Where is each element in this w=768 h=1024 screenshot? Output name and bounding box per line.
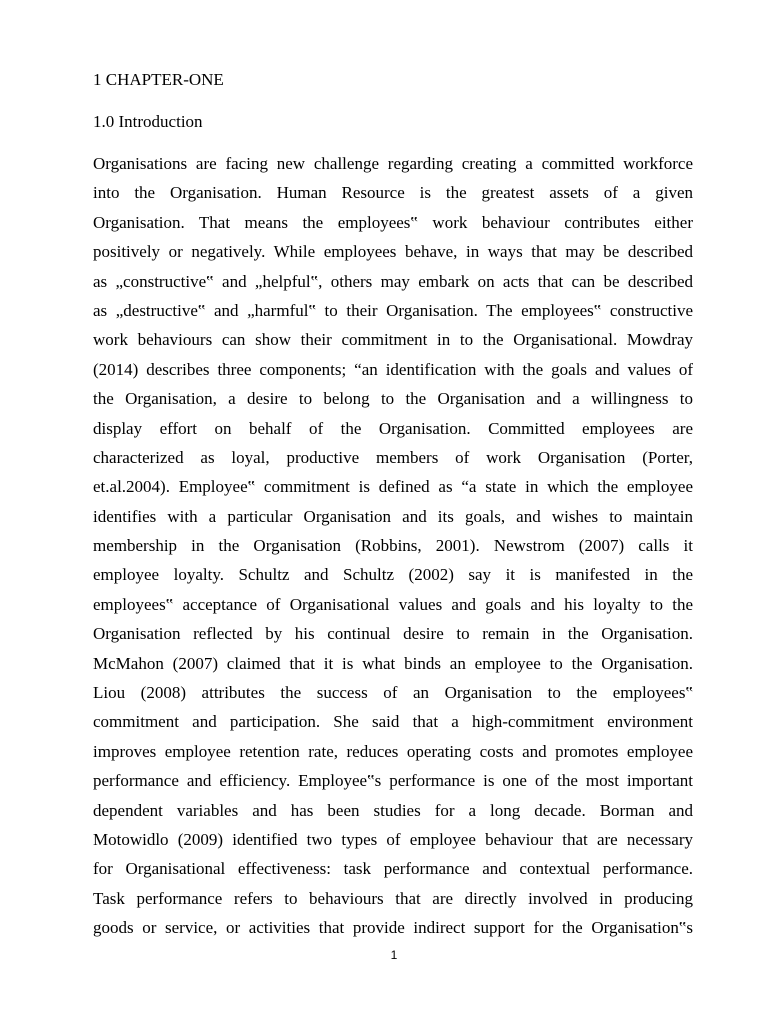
body-line: et.al.2004). Employee‟ commitment is defined as “a state in which the employee <box>93 477 693 497</box>
body-line: characterized as loyal, productive members of work Organisation (Porter, <box>93 447 693 467</box>
body-line: Motowidlo (2009) identified two types of employee behaviour that are necessary <box>93 829 693 849</box>
page-number: 1 <box>390 948 398 962</box>
body-line: for Organisational effectiveness: task performance and contextual performance. <box>93 859 693 879</box>
body-line: as „constructive‟ and „helpful‟, others may embark on acts that can be described <box>93 271 693 291</box>
body-line: Liou (2008) attributes the success of an Organisation to the employees‟ <box>93 683 693 703</box>
body-line: performance and efficiency. Employee‟s performance is one of the most important <box>93 771 693 791</box>
body-line: into the Organisation. Human Resource is the greatest assets of a given <box>93 183 693 203</box>
body-paragraph <box>93 149 693 943</box>
body-line: Organisation. That means the employees‟ work behaviour contributes either <box>93 212 693 232</box>
body-line: identifies with a particular Organisation and its goals, and wishes to maintain <box>93 506 693 526</box>
body-line: employees‟ acceptance of Organisational values and goals and his loyalty to the <box>93 594 693 614</box>
body-line: employee loyalty. Schultz and Schultz (2002) say it is manifested in the <box>93 565 693 585</box>
body-line: Organisations are facing new challenge regarding creating a committed workforce <box>93 154 693 173</box>
body-line: the Organisation, a desire to belong to the Organisation and a willingness to <box>93 389 693 409</box>
body-line: as „destructive‟ and „harmful‟ to their Organisation. The employees‟ constructive <box>93 300 693 320</box>
body-line: membership in the Organisation (Robbins, 2001). Newstrom (2007) calls it <box>93 536 693 556</box>
body-line: positively or negatively. While employees behave, in ways that may be described <box>93 242 693 262</box>
body-line: goods or service, or activities that provide indirect support for the Organisation‟s <box>93 918 693 938</box>
body-line: McMahon (2007) claimed that it is what binds an employee to the Organisation. <box>93 653 693 673</box>
body-line: dependent variables and has been studies for a long decade. Borman and <box>93 800 693 820</box>
body-line: (2014) describes three components; “an identification with the goals and values of <box>93 359 693 379</box>
body-line: display effort on behalf of the Organisation. Committed employees are <box>93 418 693 438</box>
body-line: improves employee retention rate, reduces operating costs and promotes employee <box>93 741 693 761</box>
body-line: commitment and participation. She said that a high-commitment environment <box>93 712 693 732</box>
body-line: work behaviours can show their commitment in to the Organisational. Mowdray <box>93 330 693 350</box>
body-line: Organisation reflected by his continual desire to remain in the Organisation. <box>93 624 693 644</box>
body-line: Task performance refers to behaviours that are directly involved in producing <box>93 888 693 908</box>
section-heading: 1.0 Introduction <box>93 112 203 131</box>
chapter-heading: 1 CHAPTER-ONE <box>93 70 224 89</box>
